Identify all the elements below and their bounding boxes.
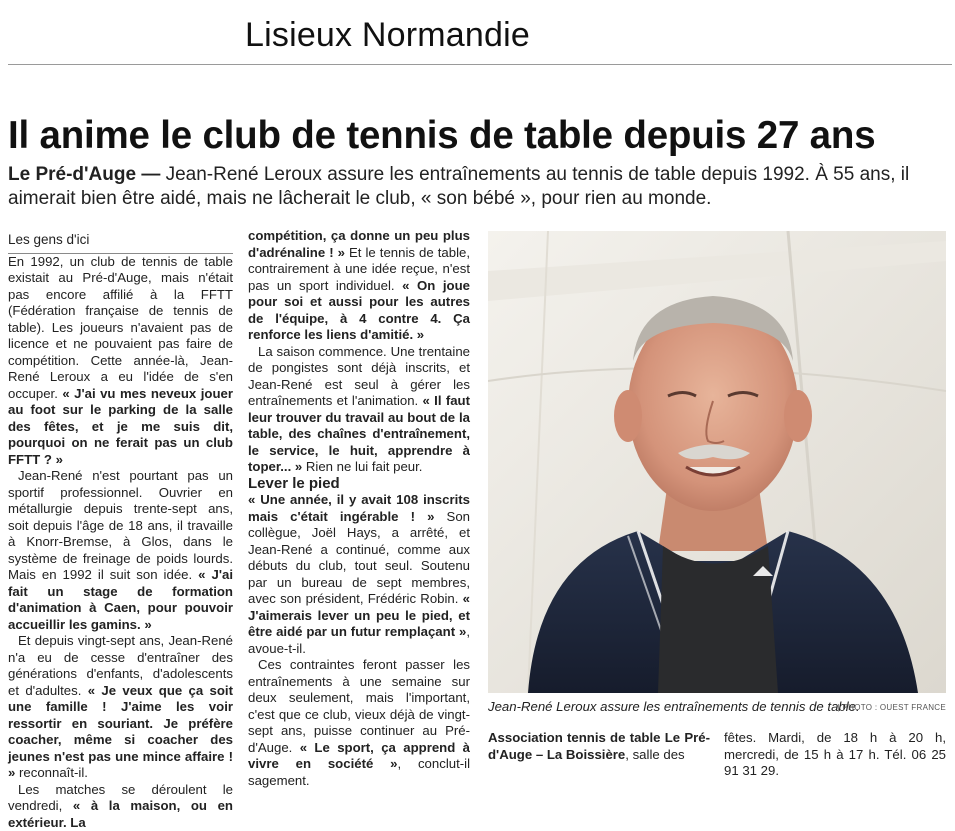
section-title: Lisieux Normandie [245, 16, 530, 55]
paragraph: « Une année, il y avait 108 inscrits mais c'était ingérable ! » Son collègue, Joël Hays, a arrêté, et Jean-René a continué, comme aux débuts du club, tout seul. Soutenu par un bureau de sept membres, avec son président, Frédéric Robin. « J'aimerais lever un peu le pied, et être aidé par un futur remplaçant », avoue-t-il. [248, 492, 470, 657]
photo-caption: Jean-René Leroux assure les entraînements de tennis de table. [488, 699, 946, 714]
article-column-2 [248, 228, 470, 789]
header-rule [8, 64, 952, 65]
portrait-illustration [488, 231, 946, 693]
standfirst-text: Jean-René Leroux assure les entraînements au tennis de table depuis 1992. À 55 ans, il aimerait bien être aidé, mais ne lâcherait le club, « son bébé », pour rien au monde. [8, 164, 909, 209]
rubric-label: Les gens d'ici [8, 232, 233, 254]
paragraph: En 1992, un club de tennis de table existait au Pré-d'Auge, mais n'était pas encore affilié à la FFTT (Fédération française de tennis de table). Les joueurs n'avaient pas de licence et ne pouvaient pas faire de compétition. Cette année-là, Jean-René Leroux a eu l'idée de s'en occuper. « J'ai vu mes neveux jouer au foot sur le parking de la salle des fêtes, et je me suis dit, pourquoi on ne ferait pas un club FFTT ? » [8, 254, 233, 469]
article-headline: Il anime le club de tennis de table depuis 27 ans [8, 114, 952, 158]
portrait-photo [488, 231, 946, 693]
paragraph: Et depuis vingt-sept ans, Jean-René n'a eu de cesse d'entraîner des générations d'enfants, d'adolescents et d'adultes. « Je veux que ça soit une famille ! J'aime les voir ressortir en souriant. Je préfère coacher, même si coacher des jeunes n'est pas une mince affaire ! » reconnaît-il. [8, 633, 233, 782]
paragraph: Les matches se déroulent le vendredi, « à la maison, ou en extérieur. La [8, 782, 233, 831]
article-standfirst [8, 163, 952, 211]
paragraph: Ces contraintes feront passer les entraînements à une semaine sur deux seulement, mais l'important, c'est que ce club, vieux déjà de vingt-sept ans, puisse continuer au Pré-d'Auge. « Le sport, ça apprend à vivre en société », conclut-il sagement. [248, 657, 470, 789]
article-column-1 [8, 232, 233, 831]
standfirst-place: Le Pré-d'Auge — [8, 164, 166, 185]
paragraph: La saison commence. Une trentaine de pongistes sont déjà inscrits, et Jean-René est seul à gérer les entraînements et l'animation. « Il faut leur trouver du travail au bout de la table, des chaînes d'entraînement, le service, le huit, apprendre à toper... » Rien ne lui fait peur. [248, 344, 470, 476]
paragraph: compétition, ça donne un peu plus d'adrénaline ! » Et le tennis de table, contrairement à une idée reçue, n'est pas un sport individuel. « On joue pour soi et aussi pour les autres de l'équipe, à 4 contre 4. Ça renforce les liens d'amitié. » [248, 228, 470, 344]
infobox-association-name: Association tennis de table Le Pré-d'Auge – La Boissière [488, 730, 710, 762]
infobox-column-1: Association tennis de table Le Pré-d'Auge – La Boissière, salle des [488, 730, 710, 763]
subheading: Lever le pied [248, 476, 470, 493]
paragraph: Jean-René n'est pourtant pas un sportif professionnel. Ouvrier en métallurgie depuis trente-sept ans, soit depuis l'âge de 18 ans, il travaille à Knorr-Bremse, à Glos, dans le système de freinage de poids lourds. Mais en 1992 il suit son idée. « J'ai fait un stage de formation d'animation à Caen, pour pouvoir accueillir les gamins. » [8, 468, 233, 633]
photo-credit: | PHOTO : OUEST FRANCE [838, 703, 946, 712]
infobox-column-2: fêtes. Mardi, de 18 h à 20 h, mercredi, de 15 h à 17 h. Tél. 06 25 91 31 29. [724, 730, 946, 780]
